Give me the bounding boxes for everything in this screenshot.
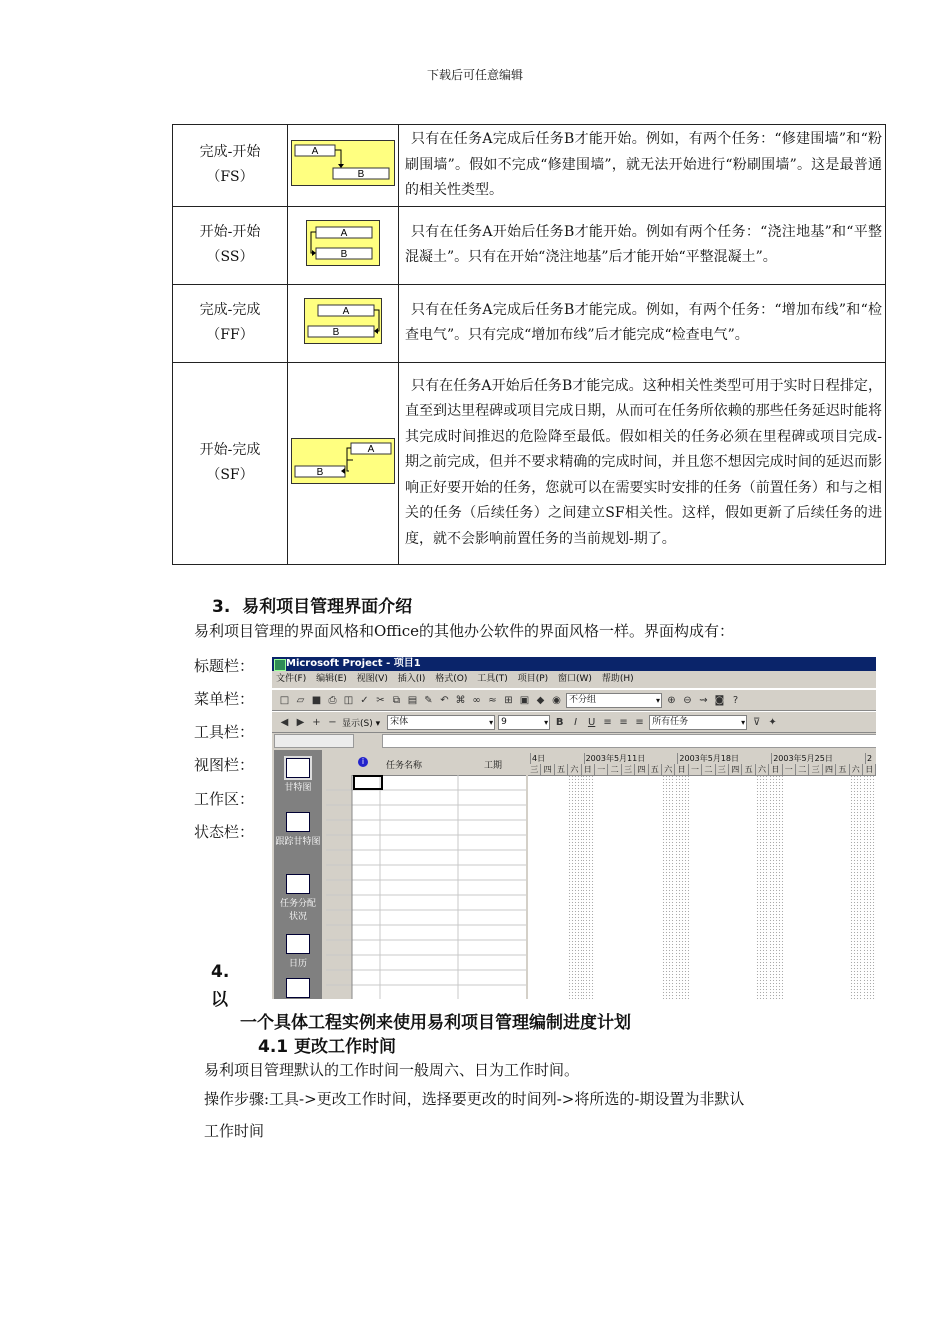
task-a-label: A (340, 228, 348, 239)
description-cell: 只有在任务A开始后任务B才能开始。例如有两个任务：“浇注地基”和“平整混凝土”。只有在开始“浇注地基”后才能开始“平整混凝土”。 (399, 206, 886, 284)
nonworking-stripe (582, 775, 595, 999)
day-label: 三 (716, 764, 729, 775)
section4-para2: 操作步骤:工具->更改工作时间，选择要更改的时间列->将所选的-期设置为非默认 (204, 1090, 745, 1108)
description-cell: 只有在任务A开始后任务B才能完成。这种相关性类型可用于实时日程排定，直至到达里程碑或项目完成日期，从而可在任务所依赖的那些任务延迟时能将其完成时间推迟的危险降至最低。假如相关的任务必须在里程碑或项目完成-期之前完成，但并不要求精确的完成时间，并且您不想因完成时间的延迟而影响正好要开始的任务，您就可以在需要实时安排的任务（前置任务）和与之相关的任务（后续任务）之间建立SF相关性。这样，假如更新了后续任务的进度，就不会影响前置任务的当前规划-期了。 (399, 362, 886, 564)
cut-icon[interactable]: ✂ (376, 694, 385, 706)
unlink-icon[interactable]: ≈ (488, 694, 497, 706)
type-code: （SF） (206, 467, 254, 483)
day-label: 四 (823, 764, 836, 775)
entry-bar (272, 733, 876, 747)
app-icon (274, 659, 286, 671)
align-left-icon[interactable]: ≡ (603, 716, 612, 728)
copy-icon[interactable]: ⧉ (392, 694, 401, 706)
nonworking-stripe (662, 775, 675, 999)
view-label: 日历 (288, 959, 307, 969)
view-label: 跟踪甘特图 (275, 837, 321, 847)
table-row (173, 125, 886, 207)
day-label: 五 (742, 764, 755, 775)
sheet-grid (326, 775, 526, 999)
formatting-toolbar (272, 711, 876, 733)
section-number: 4. (211, 962, 230, 982)
description-cell: 只有在任务A完成后任务B才能完成。例如，有两个任务：“增加布线”和“检查电气”。只有完成“增加布线”后才能完成“检查电气”。 (399, 284, 886, 362)
type-name: 开始-开始 (199, 224, 261, 240)
diagram-cell (288, 284, 399, 362)
group-select[interactable]: 不分组 ▾ (566, 693, 662, 708)
align-center-icon[interactable]: ≡ (619, 716, 628, 728)
goto-task-icon[interactable]: ⇝ (699, 694, 708, 706)
underline-icon[interactable]: U (587, 716, 596, 728)
nonworking-stripe (850, 775, 863, 999)
view-label: 任务分配状况 (280, 899, 317, 922)
type-name: 完成-完成 (199, 302, 261, 318)
view-task-usage[interactable] (274, 874, 322, 922)
paste-icon[interactable]: ▤ (407, 694, 418, 706)
day-label: 日 (863, 764, 876, 775)
hyperlink-icon[interactable]: ⌘ (455, 694, 466, 706)
column-duration[interactable]: 工期 (484, 761, 503, 771)
gantt-wizard-icon[interactable]: ✦ (768, 716, 777, 728)
type-name-cell (173, 284, 288, 362)
day-label: 五 (555, 764, 568, 775)
day-label: 四 (541, 764, 554, 775)
gantt-chart (528, 753, 876, 999)
nonworking-stripe (675, 775, 688, 999)
week-label: 2003年5月18日 (679, 754, 740, 763)
preview-icon[interactable]: ◫ (343, 694, 354, 706)
table-row (173, 362, 886, 564)
task-sheet (326, 753, 526, 999)
diagram-cell (288, 206, 399, 284)
day-label: 二 (796, 764, 809, 775)
format-painter-icon[interactable]: ✎ (424, 694, 433, 706)
label-workarea: 工作区： (194, 790, 255, 808)
info-icon: i (358, 757, 368, 767)
filter-select[interactable]: 所有任务 ▾ (649, 715, 747, 730)
type-name: 完成-开始 (199, 144, 261, 161)
menu-format[interactable]: 格式(O) (435, 674, 468, 684)
week-label: 2 (867, 754, 873, 763)
undo-icon[interactable]: ↶ (440, 694, 449, 706)
size-select[interactable]: 9 ▾ (498, 715, 550, 730)
dependency-table (172, 124, 886, 565)
link-icon[interactable]: ∞ (472, 694, 481, 706)
day-label: 六 (850, 764, 863, 775)
task-a-label: A (311, 146, 319, 158)
day-label: 三 (809, 764, 822, 775)
type-code: （FF） (206, 327, 254, 343)
day-label: 二 (702, 764, 715, 775)
nonworking-stripe (863, 775, 876, 999)
task-a-label: A (342, 306, 350, 317)
view-network[interactable] (274, 978, 322, 999)
task-a-label: A (367, 444, 375, 455)
task-usage-icon (286, 874, 310, 894)
diagram-cell (288, 125, 399, 207)
day-label: 二 (608, 764, 621, 775)
day-label: 日 (769, 764, 782, 775)
menu-insert[interactable]: 插入(I) (397, 674, 426, 684)
menu-project[interactable]: 项目(P) (517, 674, 549, 684)
day-label: 三 (622, 764, 635, 775)
day-label: 五 (649, 764, 662, 775)
align-right-icon[interactable]: ≡ (635, 716, 644, 728)
view-gantt[interactable] (274, 758, 322, 793)
standard-toolbar (272, 689, 876, 711)
menu-edit[interactable]: 编辑(E) (316, 674, 347, 684)
view-calendar[interactable] (274, 934, 322, 969)
task-info-icon[interactable]: ▣ (519, 694, 530, 706)
network-icon (286, 978, 310, 998)
day-label: 一 (595, 764, 608, 775)
show-subtasks-icon[interactable]: + (312, 716, 321, 728)
calendar-icon (286, 934, 310, 954)
table-row (173, 284, 886, 362)
day-label: 一 (689, 764, 702, 775)
new-icon[interactable]: □ (279, 694, 290, 706)
task-b-label: B (332, 327, 340, 338)
menu-help[interactable]: 帮助(H) (601, 674, 634, 684)
gantt-icon (286, 758, 310, 778)
app-titlebar (272, 657, 876, 671)
label-menubar: 菜单栏： (194, 690, 255, 708)
menu-window[interactable]: 窗口(W) (558, 674, 592, 684)
section4-1-heading: 4.1 更改工作时间 (258, 1037, 397, 1057)
section4-para3: 工作时间 (204, 1122, 265, 1140)
task-b-label: B (357, 169, 365, 181)
type-code: （FS） (206, 169, 254, 186)
bold-icon[interactable]: B (555, 716, 564, 728)
section3-heading (212, 592, 412, 617)
ss-diagram (306, 220, 380, 266)
label-titlebar: 标题栏： (194, 657, 255, 675)
day-label: 四 (635, 764, 648, 775)
open-icon[interactable]: ▱ (296, 694, 305, 706)
nonworking-stripe (568, 775, 581, 999)
section-number: 3. (212, 597, 231, 617)
section4-para1: 易利项目管理默认的工作时间一般周六、日为工作时间。 (204, 1061, 580, 1079)
entry-field[interactable] (382, 734, 876, 748)
nonworking-stripe (756, 775, 769, 999)
fs-diagram (291, 140, 395, 186)
help-icon[interactable]: ? (732, 694, 739, 706)
column-task-name[interactable]: 任务名称 (386, 761, 423, 771)
assign-icon[interactable]: ◉ (552, 694, 561, 706)
task-b-label: B (340, 249, 348, 260)
hide-subtasks-icon[interactable]: − (328, 716, 337, 728)
copy-picture-icon[interactable]: ◙ (714, 694, 725, 706)
type-name: 开始-完成 (199, 442, 261, 458)
autofilter-icon[interactable]: ⊽ (752, 716, 761, 728)
app-title: Microsoft Project - 项目1 (286, 658, 421, 669)
day-label: 四 (729, 764, 742, 775)
day-label: 三 (528, 764, 541, 775)
notes-icon[interactable]: ◆ (536, 694, 545, 706)
split-icon[interactable]: ⊞ (504, 694, 513, 706)
view-bar (274, 750, 322, 999)
diagram-cell (288, 362, 399, 564)
type-name-cell (173, 125, 288, 207)
menu-bar (272, 671, 876, 689)
week-label: 2003年5月11日 (585, 754, 646, 763)
type-code: （SS） (206, 249, 254, 265)
section4-number (211, 958, 229, 1014)
week-label: 4日 (532, 754, 546, 763)
outdent-icon[interactable]: ◀ (280, 716, 289, 728)
menu-file[interactable]: 文件(F) (276, 674, 307, 684)
day-label: 六 (756, 764, 769, 775)
section-lead: 以 (211, 990, 228, 1010)
project-app-screenshot (272, 657, 876, 999)
entry-cancel-area (274, 734, 354, 748)
section-title: 易利项目管理界面介绍 (242, 597, 413, 617)
page-header: 下载后可任意编辑 (426, 68, 523, 82)
label-viewbar: 视图栏： (194, 756, 255, 774)
show-button[interactable]: 显示(S) ▾ (342, 718, 381, 729)
tracking-gantt-icon (286, 812, 310, 832)
type-name-cell (173, 206, 288, 284)
section3-intro: 易利项目管理的界面风格和Office的其他办公软件的界面风格一样。界面构成有： (194, 622, 735, 640)
indent-icon[interactable]: ▶ (296, 716, 305, 728)
print-icon[interactable]: ⎙ (328, 694, 337, 706)
day-label: 日 (582, 764, 595, 775)
description-cell: 只有在任务A完成后任务B才能开始。例如，有两个任务：“修建围墙”和“粉刷围墙”。假如不完成“修建围墙”，就无法开始进行“粉刷围墙”。这是最普通的相关性类型。 (399, 125, 886, 207)
day-label: 六 (662, 764, 675, 775)
zoom-in-icon[interactable]: ⊕ (667, 694, 676, 706)
day-label: 五 (836, 764, 849, 775)
menu-view[interactable]: 视图(V) (356, 674, 388, 684)
sf-diagram (291, 438, 395, 484)
view-tracking-gantt[interactable] (274, 812, 322, 847)
sheet-header (326, 753, 526, 776)
label-toolbar: 工具栏： (194, 723, 255, 741)
zoom-out-icon[interactable]: ⊖ (683, 694, 692, 706)
table-row (173, 206, 886, 284)
label-statusbar: 状态栏： (194, 823, 255, 841)
save-icon[interactable]: ■ (311, 694, 322, 706)
menu-tools[interactable]: 工具(T) (477, 674, 508, 684)
week-label: 2003年5月25日 (773, 754, 833, 763)
italic-icon[interactable]: I (574, 716, 578, 728)
task-b-label: B (316, 467, 324, 478)
nonworking-stripe (769, 775, 782, 999)
type-name-cell (173, 362, 288, 564)
font-select[interactable]: 宋体 ▾ (387, 715, 495, 730)
day-label: 日 (675, 764, 688, 775)
spell-icon[interactable]: ✓ (360, 694, 369, 706)
day-label: 六 (568, 764, 581, 775)
view-label: 甘特图 (284, 783, 312, 793)
day-label: 一 (783, 764, 796, 775)
ff-diagram (304, 298, 382, 344)
section4-title: 一个具体工程实例来使用易利项目管理编制进度计划 (240, 1013, 631, 1033)
